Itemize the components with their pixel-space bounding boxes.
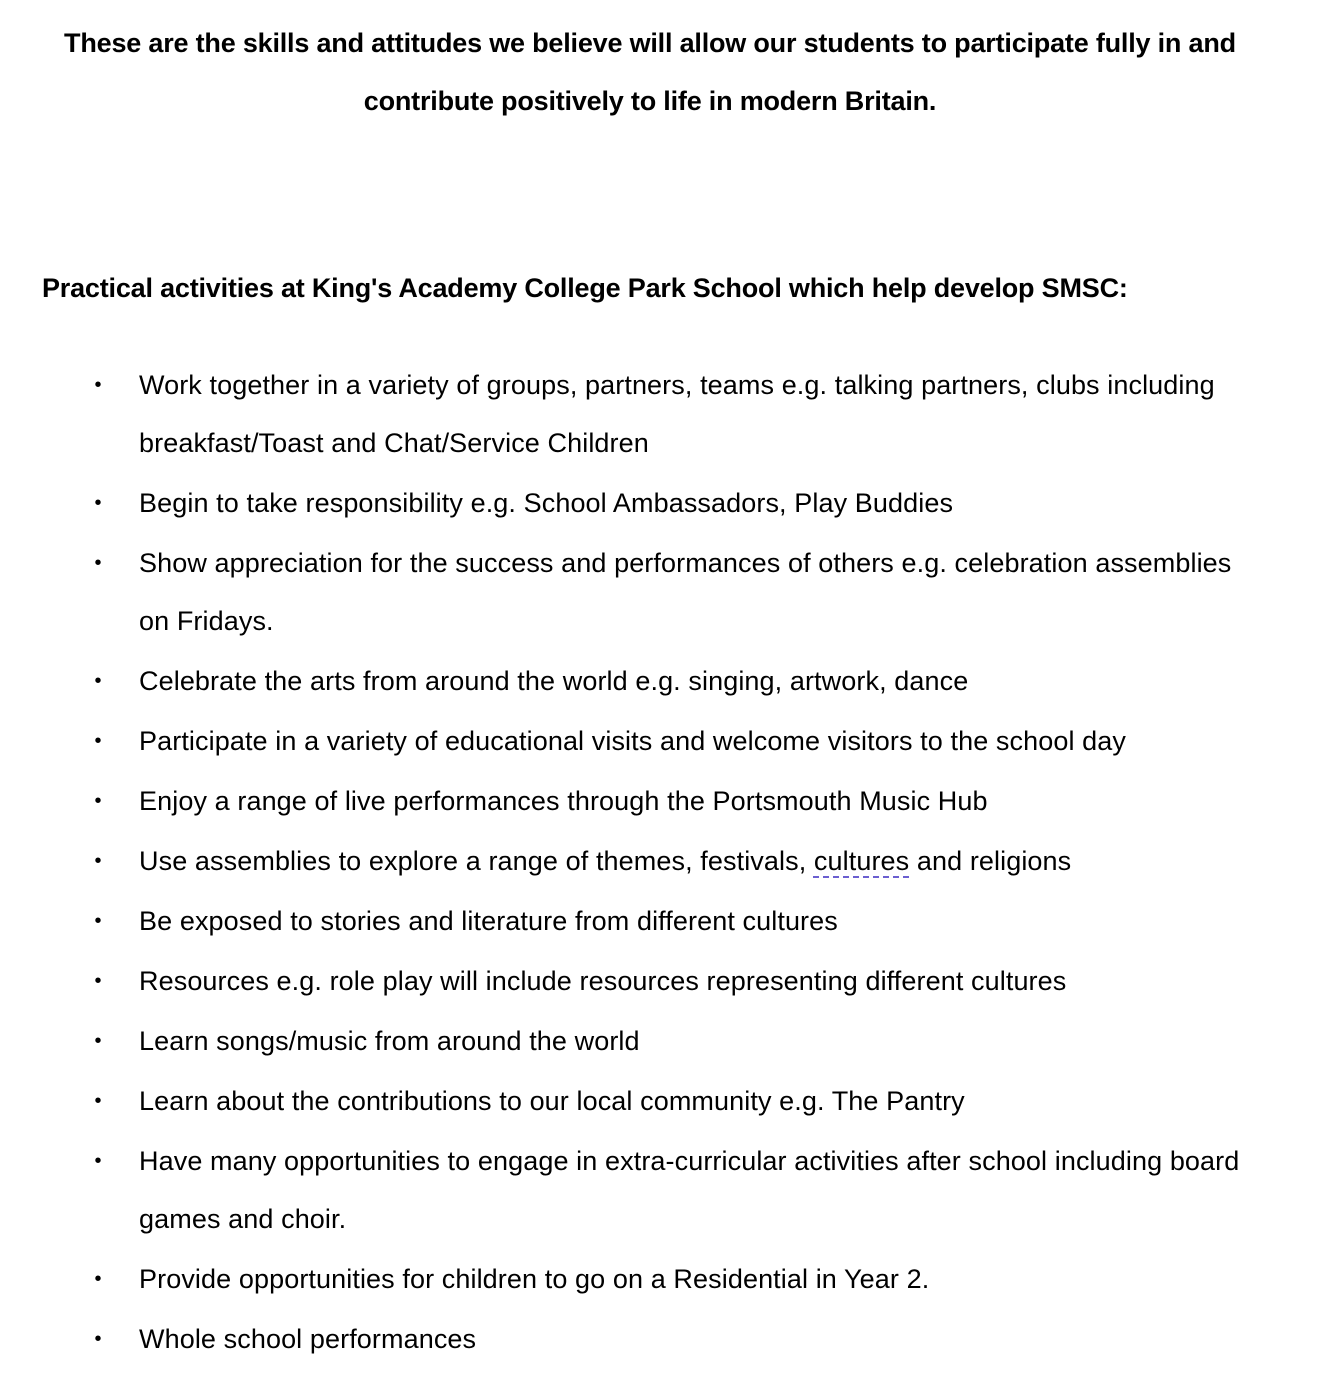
list-item-text: Celebrate the arts from around the world e.g. singing, artwork, dance — [139, 666, 969, 696]
list-item-text: Participate in a variety of educational visits and welcome visitors to the school day — [139, 726, 1126, 756]
list-item — [0, 652, 1322, 710]
list-item-text — [139, 846, 1071, 876]
activities-list — [0, 356, 1322, 1370]
list-item-text: Learn songs/music from around the world — [139, 1026, 640, 1056]
spelling-flagged-word[interactable]: cultures — [813, 846, 910, 876]
list-item — [0, 892, 1322, 950]
list-item-text: Resources e.g. role play will include resources representing different cultures — [139, 966, 1067, 996]
list-item-text-start: Use assemblies to explore a range of themes, festivals, — [139, 846, 814, 876]
list-item — [0, 952, 1322, 1010]
bullet-icon: • — [94, 374, 102, 396]
list-item — [0, 534, 1322, 650]
list-item-text: Learn about the contributions to our local community e.g. The Pantry — [139, 1086, 965, 1116]
bullet-icon: • — [94, 670, 102, 692]
list-item-text: Whole school performances — [139, 1324, 477, 1354]
list-item-text: Begin to take responsibility e.g. School Ambassadors, Play Buddies — [139, 488, 954, 518]
list-item — [0, 832, 1322, 890]
list-item — [0, 1012, 1322, 1070]
intro-paragraph: These are the skills and attitudes we believe will allow our students to participate fully in and contribute positively to life in modern Britain. — [64, 28, 1236, 116]
section-heading: Practical activities at King's Academy College Park School which help develop SMSC: — [42, 273, 1128, 303]
list-item — [0, 1250, 1322, 1308]
bullet-icon: • — [94, 1328, 102, 1350]
list-item-text: Provide opportunities for children to go on a Residential in Year 2. — [139, 1264, 930, 1294]
list-item-text: Work together in a variety of groups, partners, teams e.g. talking partners, clubs including breakfast/Toast and Chat/Service Children — [139, 370, 1215, 458]
list-item — [0, 474, 1322, 532]
list-item — [0, 1310, 1322, 1368]
list-item-text-end: and religions — [909, 846, 1072, 876]
bullet-icon: • — [94, 552, 102, 574]
bullet-icon: • — [94, 1268, 102, 1290]
list-item-text: Enjoy a range of live performances through the Portsmouth Music Hub — [139, 786, 988, 816]
bullet-icon: • — [94, 1150, 102, 1172]
list-item — [0, 712, 1322, 770]
list-item — [0, 356, 1322, 472]
bullet-icon: • — [94, 1030, 102, 1052]
bullet-icon: • — [94, 790, 102, 812]
bullet-icon: • — [94, 970, 102, 992]
bullet-icon: • — [94, 850, 102, 872]
list-item — [0, 1072, 1322, 1130]
bullet-icon: • — [94, 1090, 102, 1112]
list-item-text: Be exposed to stories and literature from different cultures — [139, 906, 838, 936]
list-item-text: Have many opportunities to engage in extra-curricular activities after school including board games and choir. — [139, 1146, 1240, 1234]
list-item — [0, 1132, 1322, 1248]
bullet-icon: • — [94, 910, 102, 932]
list-item — [0, 772, 1322, 830]
bullet-icon: • — [94, 492, 102, 514]
bullet-icon: • — [94, 730, 102, 752]
list-item-text: Show appreciation for the success and performances of others e.g. celebration assemblies on Fridays. — [139, 548, 1232, 636]
